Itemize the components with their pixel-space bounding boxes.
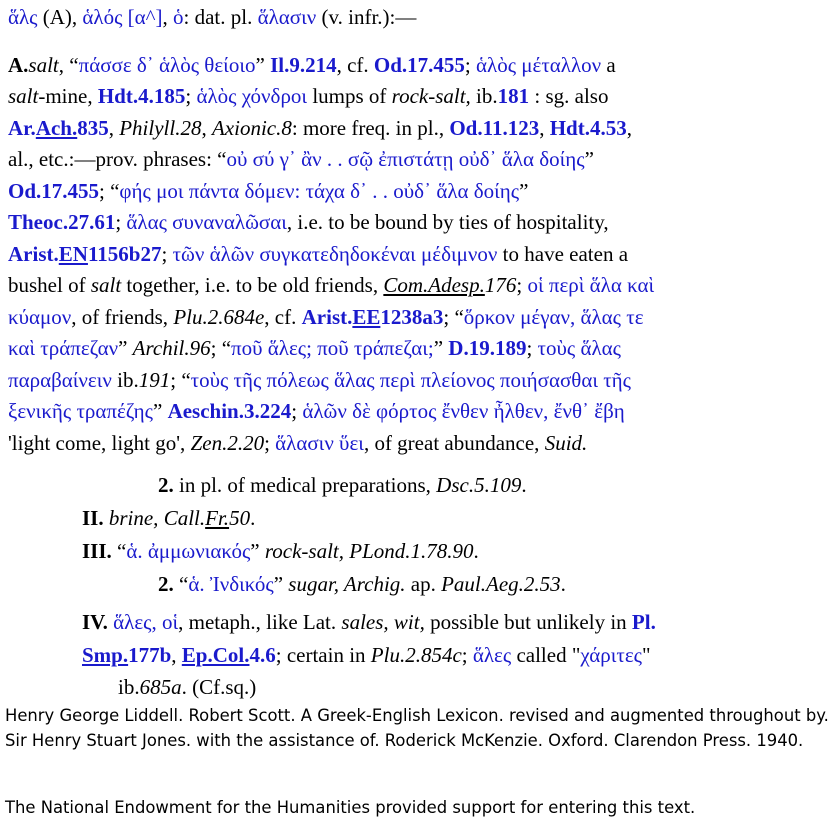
greek-text: χάριτες — [580, 643, 642, 667]
entry-text: 2. — [158, 473, 174, 497]
entry-text: ap. — [405, 572, 442, 596]
headword-line — [8, 2, 836, 34]
greek-text: κύαμον — [8, 304, 72, 329]
entry-line — [8, 144, 836, 176]
subsense-line — [82, 503, 255, 535]
entry-text: . — [250, 506, 256, 530]
greek-text: ἅλασιν ὕει — [275, 430, 364, 455]
reference-link[interactable]: D.19.189 — [448, 336, 527, 360]
entry-text: , i.e. to be bound by ties of hospitality, — [286, 210, 609, 234]
entry-text: , — [108, 115, 120, 140]
entry-text: Plu.2.684e — [173, 304, 265, 329]
entry-text: . (Cf.sq.) — [181, 675, 257, 699]
headword-end: (v. infr.):— — [316, 5, 417, 29]
greek-text: ἅλας συναναλῶσαι — [126, 210, 287, 234]
article: ὁ — [173, 5, 184, 29]
entry-text: IV. — [82, 610, 108, 634]
entry-text: 50 — [229, 506, 251, 530]
reference-link[interactable]: 177b — [128, 643, 172, 667]
greek-text: ἁλὸς χόνδροι — [196, 84, 308, 108]
entry-text: , — [171, 643, 182, 667]
reference-link[interactable]: 1156b27 — [87, 241, 162, 266]
entry-text: . — [560, 572, 566, 596]
reference-link[interactable]: Smp. — [82, 643, 129, 667]
entry-text: a — [601, 52, 616, 77]
entry-text: ib. — [111, 367, 139, 392]
entry-text: Fr. — [205, 506, 230, 530]
greek-text: οὐ σύ γ᾽ ἂν . . σῷ ἐπιστάτῃ οὐδ᾽ ἅλα δοίης — [226, 147, 585, 171]
entry-line — [8, 81, 836, 113]
greek-text: ἅλες — [472, 643, 512, 667]
entry-line — [8, 207, 836, 239]
entry-text: sugar, Archig. — [288, 572, 406, 596]
entry-text: , — [201, 115, 212, 140]
entry-text: ” — [433, 336, 449, 360]
entry-text: ; — [264, 430, 276, 455]
greek-text: ἁ. ἀμμωνιακός — [126, 539, 251, 563]
greek-text: ἁ. Ἰνδικός — [188, 572, 274, 596]
entry-text: ” — [273, 572, 289, 596]
greek-text: πάσσε δ᾽ ἁλὸς θείοιο — [78, 52, 256, 77]
greek-text: οἱ περὶ ἅλα καὶ — [527, 273, 655, 297]
entry-text: " — [641, 643, 651, 667]
reference-link[interactable]: Od.17.455 — [8, 178, 100, 203]
entry-text: together, i.e. to be old friends, — [121, 273, 384, 297]
greek-text: τῶν ἁλῶν συγκατεδηδοκέναι μέδιμνον — [172, 241, 498, 266]
entry-text: Suid. — [544, 430, 588, 455]
reference-link[interactable]: Hdt.4.53 — [549, 115, 627, 140]
entry-text: ib. — [118, 675, 140, 699]
entry-line — [8, 176, 836, 208]
entry-text: called " — [511, 643, 581, 667]
entry-text: ; — [291, 399, 303, 423]
reference-link[interactable]: 181 — [497, 84, 530, 108]
entry-text: ” — [118, 336, 133, 360]
entry-text: 'light come, light go', — [8, 430, 191, 455]
entry-text: Call. — [158, 506, 206, 530]
entry-line — [8, 239, 836, 271]
entry-text: Archil.96 — [132, 336, 211, 360]
support-note: The National Endowment for the Humanities provided support for entering this text. — [5, 798, 696, 817]
citation-footer: Henry George Liddell. Robert Scott. A Greek-English Lexicon. revised and augmented throughout by. Sir Henry Stuart Jones. with the assistance of. Roderick McKenzie. Oxford. Clarendon Press. 1940. — [5, 706, 829, 750]
reference-link[interactable]: Aeschin.3.224 — [167, 399, 292, 423]
entry-text: ; certain in — [275, 643, 371, 667]
entry-text: , “ — [58, 52, 79, 77]
grammar-note: : dat. pl. — [183, 5, 258, 29]
entry-text: salt — [28, 52, 59, 77]
reference-link[interactable]: Arist. — [301, 304, 353, 329]
entry-line — [8, 333, 836, 365]
entry-text: -mine, — [38, 84, 98, 108]
entry-text: II. — [82, 506, 104, 530]
reference-link[interactable]: Od.11.123 — [449, 115, 540, 140]
reference-link[interactable]: Theoc.27.61 — [8, 210, 116, 234]
subsense-line — [158, 569, 566, 601]
greek-text: καὶ τράπεζαν — [8, 336, 119, 360]
subsense-line — [82, 640, 651, 672]
entry-text: Zen.2.20 — [190, 430, 265, 455]
entry-text: lumps of — [307, 84, 392, 108]
greek-text: ἅλες, οἱ — [113, 610, 179, 634]
entry-text: ; “ — [99, 178, 120, 203]
entry-text: rock-salt, PLond.1.78.90 — [264, 539, 474, 563]
reference-link[interactable]: Od.17.455 — [373, 52, 465, 77]
entry-text: ” — [519, 178, 529, 203]
entry-text: , of friends, — [71, 304, 174, 329]
entry-text: ; — [516, 273, 528, 297]
entry-text: III. — [82, 539, 112, 563]
entry-line — [8, 428, 836, 460]
entry-line — [8, 270, 836, 302]
reference-link[interactable]: EE — [352, 304, 381, 329]
entry-text: Dsc.5.109 — [436, 473, 522, 497]
greek-text: ξενικῆς τραπέζης — [8, 399, 153, 423]
entry-text: , cf. — [264, 304, 302, 329]
entry-text: “ — [173, 572, 189, 596]
subsense-line — [82, 607, 656, 639]
greek-text: ποῦ ἅλες; ποῦ τράπεζαι; — [231, 336, 434, 360]
entry-line — [8, 302, 836, 334]
entry-text: ” — [250, 539, 265, 563]
entry-text: in pl. of medical preparations, — [173, 473, 437, 497]
greek-text: ἁλῶν δὲ φόρτος ἔνθεν ἦλθεν, ἔνθ᾽ ἔβη — [302, 399, 625, 423]
entry-text: ; “ — [443, 304, 464, 329]
entry-text: , metaph., like Lat. — [178, 610, 342, 634]
entry-text: : more freq. in pl., — [291, 115, 450, 140]
entry-line — [8, 396, 836, 428]
entry-text: salt — [8, 84, 39, 108]
headword: ἅλς — [8, 5, 38, 29]
entry-text: ” — [255, 52, 271, 77]
greek-text: τοὺς τῆς πόλεως ἅλας περὶ πλείονος ποιήσασθαι τῆς — [190, 367, 631, 392]
entry-text: A. — [8, 52, 29, 77]
lexicon-entry — [8, 0, 836, 459]
reference-link[interactable]: 1238a3 — [380, 304, 444, 329]
entry-line — [8, 365, 836, 397]
entry-text: 685a — [139, 675, 182, 699]
entry-text: . — [521, 473, 527, 497]
entry-text: Plu.2.854c — [370, 643, 462, 667]
entry-text: 176 — [484, 273, 517, 297]
entry-text: Com.Adesp. — [383, 273, 485, 297]
greek-text: παραβαίνειν — [8, 367, 112, 392]
entry-text: sales, wit, — [341, 610, 425, 634]
entry-text: : sg. also — [529, 84, 609, 108]
entry-text: Axionic.8 — [211, 115, 292, 140]
subsense-line — [158, 470, 527, 502]
entry-text: to have eaten a — [497, 241, 629, 266]
entry-text: ; — [464, 52, 477, 77]
greek-text: ὅρκον μέγαν, ἅλας τε — [463, 304, 644, 329]
subsense-line — [82, 536, 479, 568]
greek-text: φής μοι πάντα δόμεν: τάχα δ᾽ . . οὐδ᾽ ἅλα δοίης — [119, 178, 520, 203]
entry-line — [8, 50, 836, 82]
genitive-form: ἁλός [α^] — [82, 5, 163, 29]
entry-text: ” — [152, 399, 168, 423]
entry-text: , of great abundance, — [363, 430, 545, 455]
entry-text: ; “ — [170, 367, 191, 392]
entry-text: bushel of — [8, 273, 91, 297]
reference-link[interactable]: Ach. — [35, 115, 78, 140]
reference-link[interactable]: Ar. — [8, 115, 36, 140]
greek-text: τοὺς ἅλας — [537, 336, 621, 360]
reference-link[interactable]: 4.6 — [249, 643, 276, 667]
dative-plural: ἅλασιν — [257, 5, 317, 29]
entry-text: ib. — [470, 84, 498, 108]
entry-text: , — [626, 115, 632, 140]
entry-text: Philyll.28 — [119, 115, 202, 140]
entry-text: rock-salt, — [391, 84, 471, 108]
separator: , — [162, 5, 174, 29]
entry-text: ; — [526, 336, 538, 360]
entry-text: ” — [584, 147, 594, 171]
reference-link[interactable]: Il.9.214 — [270, 52, 337, 77]
entry-text: ; — [115, 210, 127, 234]
entry-text: ; “ — [210, 336, 232, 360]
entry-text: al., etc.:—prov. phrases: “ — [8, 147, 227, 171]
entry-text: 191 — [138, 367, 171, 392]
entry-text: ; — [185, 84, 197, 108]
reference-link[interactable]: Hdt.4.185 — [97, 84, 186, 108]
entry-text: ; — [161, 241, 173, 266]
entry-text: 2. — [158, 572, 174, 596]
reference-link[interactable]: EN — [58, 241, 88, 266]
headword-note: (A), — [37, 5, 83, 29]
reference-link[interactable]: Pl. — [631, 610, 656, 634]
sense-a — [8, 50, 836, 460]
entry-text: , cf. — [336, 52, 374, 77]
entry-line — [8, 113, 836, 145]
subsense-line — [118, 672, 256, 704]
reference-link[interactable]: Ep.Col. — [181, 643, 250, 667]
entry-text: . — [473, 539, 479, 563]
reference-link[interactable]: 835 — [77, 115, 109, 140]
entry-text: Paul.Aeg.2.53 — [441, 572, 561, 596]
reference-link[interactable]: Arist. — [8, 241, 59, 266]
entry-text: possible but unlikely in — [424, 610, 632, 634]
entry-text: ; — [461, 643, 473, 667]
greek-text: ἁλὸς μέταλλον — [476, 52, 602, 77]
entry-text: , — [539, 115, 550, 140]
entry-text: salt — [90, 273, 122, 297]
entry-text: “ — [111, 539, 127, 563]
entry-text: brine, — [103, 506, 159, 530]
